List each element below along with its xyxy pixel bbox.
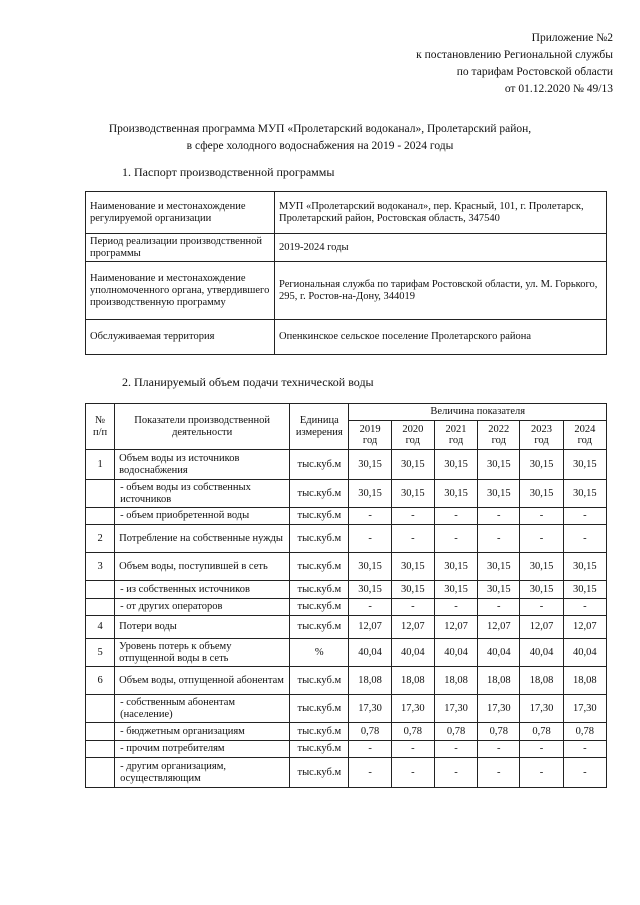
appendix-line-3: по тарифам Ростовской области bbox=[456, 66, 613, 78]
row-value: - bbox=[563, 599, 606, 616]
passport-row bbox=[86, 234, 607, 262]
row-value: 30,15 bbox=[391, 581, 434, 599]
passport-value: МУП «Пролетарский водоканал», пер. Красный, 101, г. Пролетарск, Пролетарский район, Ростовская область, 347540 bbox=[275, 192, 607, 234]
document-title bbox=[40, 121, 600, 155]
row-unit: тыс.куб.м bbox=[290, 581, 349, 599]
passport-label: Наименование и местонахождение уполномоченного органа, утвердившего производственную программу bbox=[86, 262, 275, 320]
row-indicator: - объем приобретенной воды bbox=[115, 508, 290, 525]
row-value: - bbox=[478, 758, 520, 788]
row-unit: % bbox=[290, 639, 349, 667]
row-value: 40,04 bbox=[434, 639, 477, 667]
row-number: 6 bbox=[86, 667, 115, 695]
section2-heading: 2. Планируемый объем подачи технической воды bbox=[122, 375, 374, 389]
row-value: 17,30 bbox=[434, 695, 477, 723]
table-row bbox=[86, 450, 607, 480]
row-value: 30,15 bbox=[434, 553, 477, 581]
passport-table bbox=[85, 191, 607, 355]
table-row bbox=[86, 667, 607, 695]
row-value: 17,30 bbox=[563, 695, 606, 723]
row-value: 12,07 bbox=[434, 616, 477, 639]
table-row bbox=[86, 616, 607, 639]
row-value: 17,30 bbox=[391, 695, 434, 723]
row-value: - bbox=[520, 599, 563, 616]
row-value: - bbox=[434, 599, 477, 616]
row-value: 30,15 bbox=[434, 450, 477, 480]
row-unit: тыс.куб.м bbox=[290, 741, 349, 758]
row-value: 30,15 bbox=[563, 450, 606, 480]
row-value: - bbox=[563, 758, 606, 788]
row-indicator: Объем воды, поступившей в сеть bbox=[115, 553, 290, 581]
row-value: - bbox=[434, 525, 477, 553]
row-value: - bbox=[391, 599, 434, 616]
row-value: - bbox=[349, 599, 391, 616]
title-line-2: в сфере холодного водоснабжения на 2019 - 2024 годы bbox=[186, 140, 454, 152]
row-value: 30,15 bbox=[391, 480, 434, 508]
row-value: 12,07 bbox=[478, 616, 520, 639]
row-value: - bbox=[391, 741, 434, 758]
row-unit: тыс.куб.м bbox=[290, 667, 349, 695]
row-value: 30,15 bbox=[563, 480, 606, 508]
row-value: 12,07 bbox=[563, 616, 606, 639]
row-unit: тыс.куб.м bbox=[290, 758, 349, 788]
row-indicator: Потери воды bbox=[115, 616, 290, 639]
row-number: 1 bbox=[86, 450, 115, 480]
passport-row bbox=[86, 192, 607, 234]
row-value: 18,08 bbox=[391, 667, 434, 695]
row-indicator: - прочим потребителям bbox=[115, 741, 290, 758]
volumes-body bbox=[86, 450, 607, 788]
appendix-line-1: Приложение №2 bbox=[531, 32, 613, 44]
table-row bbox=[86, 508, 607, 525]
header-year: 2019 год bbox=[349, 421, 391, 450]
appendix-line-2: к постановлению Региональной службы bbox=[416, 49, 613, 61]
row-value: - bbox=[563, 525, 606, 553]
row-indicator: - бюджетным организациям bbox=[115, 723, 290, 741]
row-number bbox=[86, 741, 115, 758]
passport-value: 2019-2024 годы bbox=[275, 234, 607, 262]
row-value: 30,15 bbox=[478, 553, 520, 581]
header-year: 2024 год bbox=[563, 421, 606, 450]
row-indicator: Объем воды из источников водоснабжения bbox=[115, 450, 290, 480]
row-value: 30,15 bbox=[349, 480, 391, 508]
row-unit: тыс.куб.м bbox=[290, 450, 349, 480]
passport-row bbox=[86, 262, 607, 320]
row-value: - bbox=[391, 525, 434, 553]
row-number bbox=[86, 723, 115, 741]
row-value: - bbox=[434, 758, 477, 788]
row-value: - bbox=[349, 741, 391, 758]
section1-heading: 1. Паспорт производственной программы bbox=[122, 165, 335, 179]
row-unit: тыс.куб.м bbox=[290, 508, 349, 525]
row-value: 30,15 bbox=[349, 450, 391, 480]
header-value: Величина показателя bbox=[349, 404, 607, 421]
row-indicator: - собственным абонентам (население) bbox=[115, 695, 290, 723]
row-value: 30,15 bbox=[520, 450, 563, 480]
row-unit: тыс.куб.м bbox=[290, 723, 349, 741]
table-row bbox=[86, 695, 607, 723]
row-value: 30,15 bbox=[434, 581, 477, 599]
row-value: 30,15 bbox=[391, 553, 434, 581]
header-year: 2021 год bbox=[434, 421, 477, 450]
row-number: 3 bbox=[86, 553, 115, 581]
row-indicator: Потребление на собственные нужды bbox=[115, 525, 290, 553]
table-row bbox=[86, 553, 607, 581]
passport-value: Региональная служба по тарифам Ростовской области, ул. М. Горького, 295, г. Ростов-на-Дону, 344019 bbox=[275, 262, 607, 320]
table-row bbox=[86, 599, 607, 616]
row-value: 30,15 bbox=[520, 480, 563, 508]
row-value: - bbox=[478, 741, 520, 758]
row-number bbox=[86, 508, 115, 525]
row-value: 0,78 bbox=[391, 723, 434, 741]
header-year: 2022 год bbox=[478, 421, 520, 450]
passport-label: Период реализации производственной программы bbox=[86, 234, 275, 262]
row-value: - bbox=[520, 758, 563, 788]
row-value: 12,07 bbox=[391, 616, 434, 639]
row-value: - bbox=[391, 758, 434, 788]
row-unit: тыс.куб.м bbox=[290, 695, 349, 723]
row-value: - bbox=[434, 741, 477, 758]
table-row bbox=[86, 639, 607, 667]
row-value: 30,15 bbox=[349, 581, 391, 599]
row-value: 12,07 bbox=[520, 616, 563, 639]
row-value: 12,07 bbox=[349, 616, 391, 639]
row-value: 40,04 bbox=[478, 639, 520, 667]
row-number bbox=[86, 480, 115, 508]
row-value: 0,78 bbox=[434, 723, 477, 741]
row-value: - bbox=[478, 508, 520, 525]
row-value: 18,08 bbox=[349, 667, 391, 695]
row-value: 30,15 bbox=[349, 553, 391, 581]
row-value: 30,15 bbox=[478, 450, 520, 480]
row-number bbox=[86, 758, 115, 788]
row-value: 17,30 bbox=[520, 695, 563, 723]
table-row bbox=[86, 525, 607, 553]
passport-row bbox=[86, 320, 607, 355]
row-value: 17,30 bbox=[478, 695, 520, 723]
row-number: 2 bbox=[86, 525, 115, 553]
row-value: - bbox=[520, 508, 563, 525]
row-number bbox=[86, 599, 115, 616]
passport-label: Обслуживаемая территория bbox=[86, 320, 275, 355]
passport-label: Наименование и местонахождение регулируемой организации bbox=[86, 192, 275, 234]
row-value: 30,15 bbox=[520, 553, 563, 581]
row-value: 0,78 bbox=[478, 723, 520, 741]
header-indicator: Показатели производственной деятельности bbox=[115, 404, 290, 450]
row-number: 5 bbox=[86, 639, 115, 667]
row-value: - bbox=[391, 508, 434, 525]
row-value: 40,04 bbox=[520, 639, 563, 667]
row-indicator: - другим организациям, осуществляющим bbox=[115, 758, 290, 788]
row-value: 30,15 bbox=[391, 450, 434, 480]
row-value: - bbox=[349, 508, 391, 525]
volumes-table bbox=[85, 403, 607, 788]
row-value: 0,78 bbox=[520, 723, 563, 741]
row-value: 18,08 bbox=[520, 667, 563, 695]
row-unit: тыс.куб.м bbox=[290, 525, 349, 553]
row-value: - bbox=[478, 525, 520, 553]
header-year: 2020 год bbox=[391, 421, 434, 450]
row-value: 30,15 bbox=[563, 581, 606, 599]
row-value: 30,15 bbox=[434, 480, 477, 508]
row-value: 30,15 bbox=[563, 553, 606, 581]
passport-value: Опенкинское сельское поселение Пролетарского района bbox=[275, 320, 607, 355]
row-indicator: Объем воды, отпущенной абонентам bbox=[115, 667, 290, 695]
row-value: 30,15 bbox=[478, 480, 520, 508]
row-value: - bbox=[520, 525, 563, 553]
header-unit: Единица измерения bbox=[290, 404, 349, 450]
row-value: - bbox=[478, 599, 520, 616]
header-row bbox=[86, 404, 607, 421]
row-value: - bbox=[349, 525, 391, 553]
row-value: - bbox=[434, 508, 477, 525]
row-value: 40,04 bbox=[391, 639, 434, 667]
row-value: 0,78 bbox=[563, 723, 606, 741]
row-value: 30,15 bbox=[478, 581, 520, 599]
table-row bbox=[86, 480, 607, 508]
row-value: 17,30 bbox=[349, 695, 391, 723]
row-value: 40,04 bbox=[349, 639, 391, 667]
row-indicator: - из собственных источников bbox=[115, 581, 290, 599]
row-number bbox=[86, 581, 115, 599]
row-value: - bbox=[349, 758, 391, 788]
row-value: - bbox=[563, 508, 606, 525]
row-unit: тыс.куб.м bbox=[290, 599, 349, 616]
row-indicator: - от других операторов bbox=[115, 599, 290, 616]
row-value: - bbox=[520, 741, 563, 758]
table-row bbox=[86, 741, 607, 758]
row-unit: тыс.куб.м bbox=[290, 616, 349, 639]
row-value: 40,04 bbox=[563, 639, 606, 667]
row-value: 18,08 bbox=[434, 667, 477, 695]
row-indicator: - объем воды из собственных источников bbox=[115, 480, 290, 508]
row-indicator: Уровень потерь к объему отпущенной воды в сеть bbox=[115, 639, 290, 667]
row-number bbox=[86, 695, 115, 723]
table-row bbox=[86, 581, 607, 599]
row-number: 4 bbox=[86, 616, 115, 639]
header-num: № п/п bbox=[86, 404, 115, 450]
appendix-line-4: от 01.12.2020 № 49/13 bbox=[504, 83, 613, 95]
row-unit: тыс.куб.м bbox=[290, 480, 349, 508]
header-year: 2023 год bbox=[520, 421, 563, 450]
row-value: - bbox=[563, 741, 606, 758]
row-value: 18,08 bbox=[563, 667, 606, 695]
row-unit: тыс.куб.м bbox=[290, 553, 349, 581]
title-line-1: Производственная программа МУП «Пролетарский водоканал», Пролетарский район, bbox=[108, 123, 532, 135]
table-row bbox=[86, 758, 607, 788]
row-value: 18,08 bbox=[478, 667, 520, 695]
table-row bbox=[86, 723, 607, 741]
appendix-header bbox=[416, 30, 613, 98]
row-value: 30,15 bbox=[520, 581, 563, 599]
row-value: 0,78 bbox=[349, 723, 391, 741]
